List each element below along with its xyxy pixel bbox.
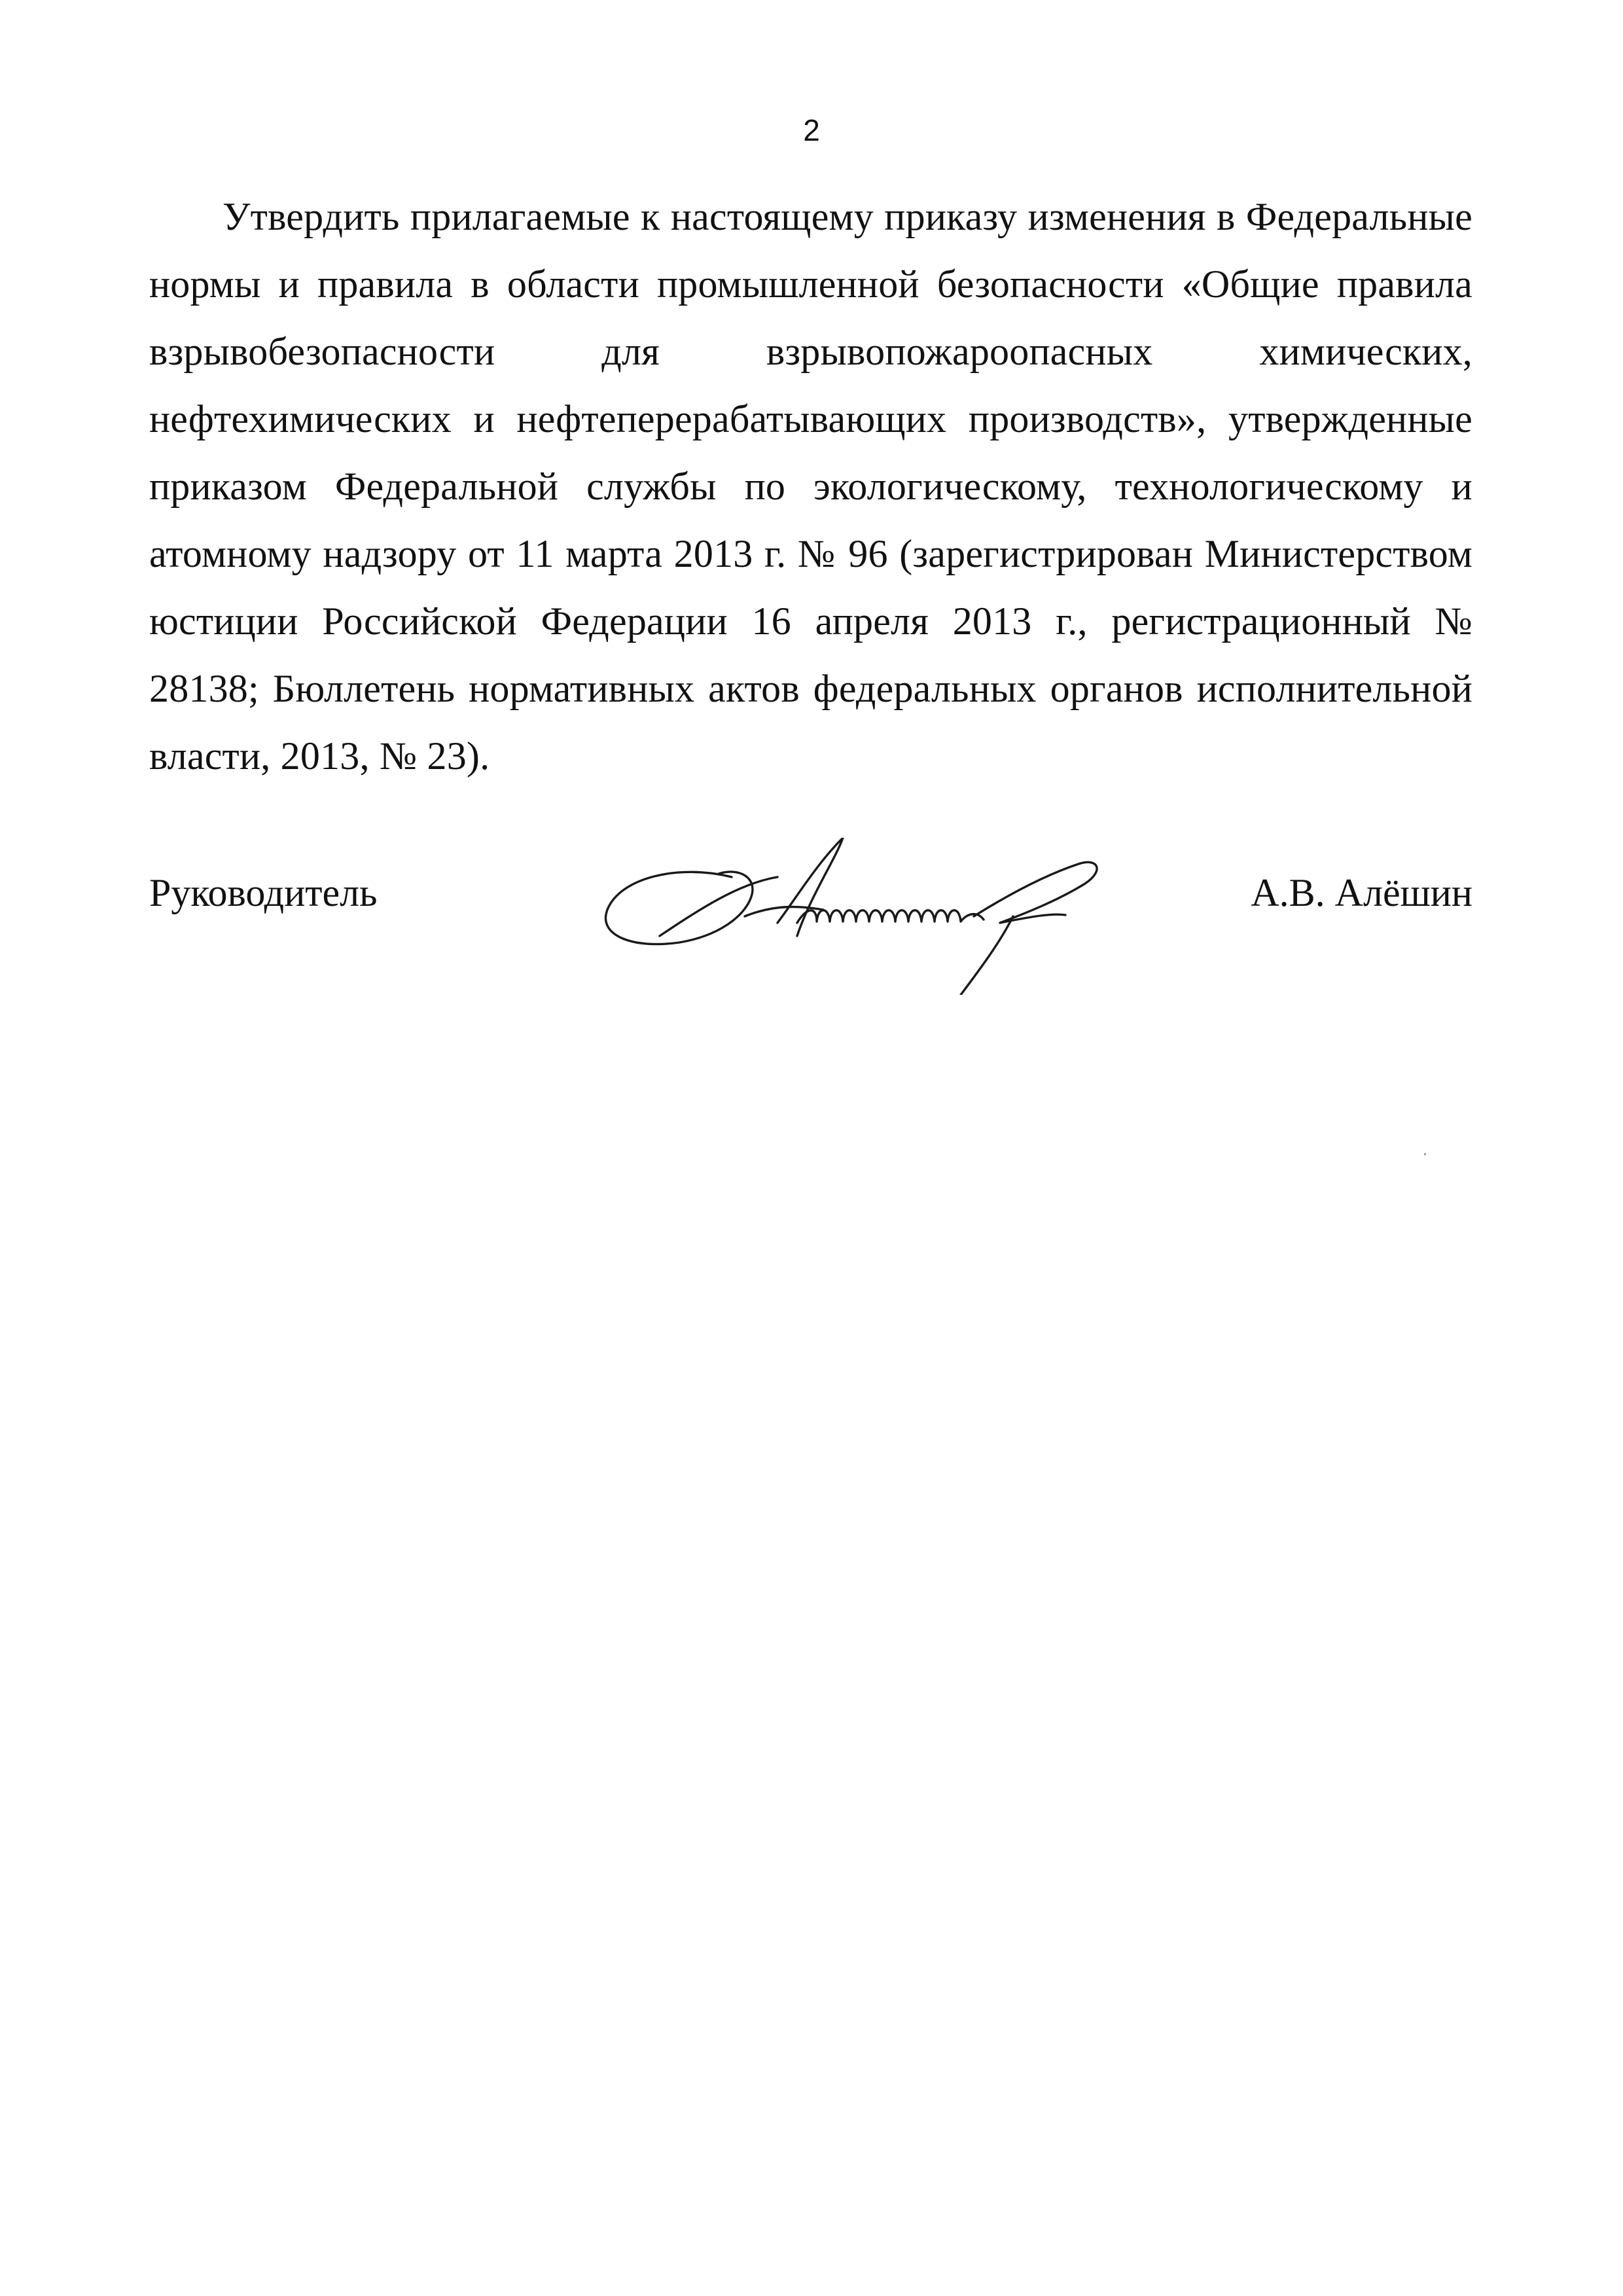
signer-title: Руководитель	[149, 871, 378, 914]
order-paragraph: Утвердить прилагаемые к настоящему приказу изменения в Федеральные нормы и правила в области промышленной безопасности «Общие правила взрывобезопасности для взрывопожароопасных химических, нефтехимических и нефтеперерабатывающих производств», утвержденные приказом Федеральной службы по экологическому, технологическому и атомному надзору от 11 марта 2013 г. № 96 (зарегистрирован Министерством юстиции Российской Федерации 16 апреля 2013 г., регистрационный № 28138; Бюллетень нормативных актов федеральных органов исполнительной власти, 2013, № 23).	[149, 195, 1472, 778]
handwritten-signature	[581, 838, 1222, 995]
page-number: 2	[803, 113, 820, 147]
signature-block	[149, 838, 1472, 995]
signer-name: А.В. Алёшин	[1251, 871, 1472, 914]
scan-speck	[1424, 1153, 1426, 1155]
